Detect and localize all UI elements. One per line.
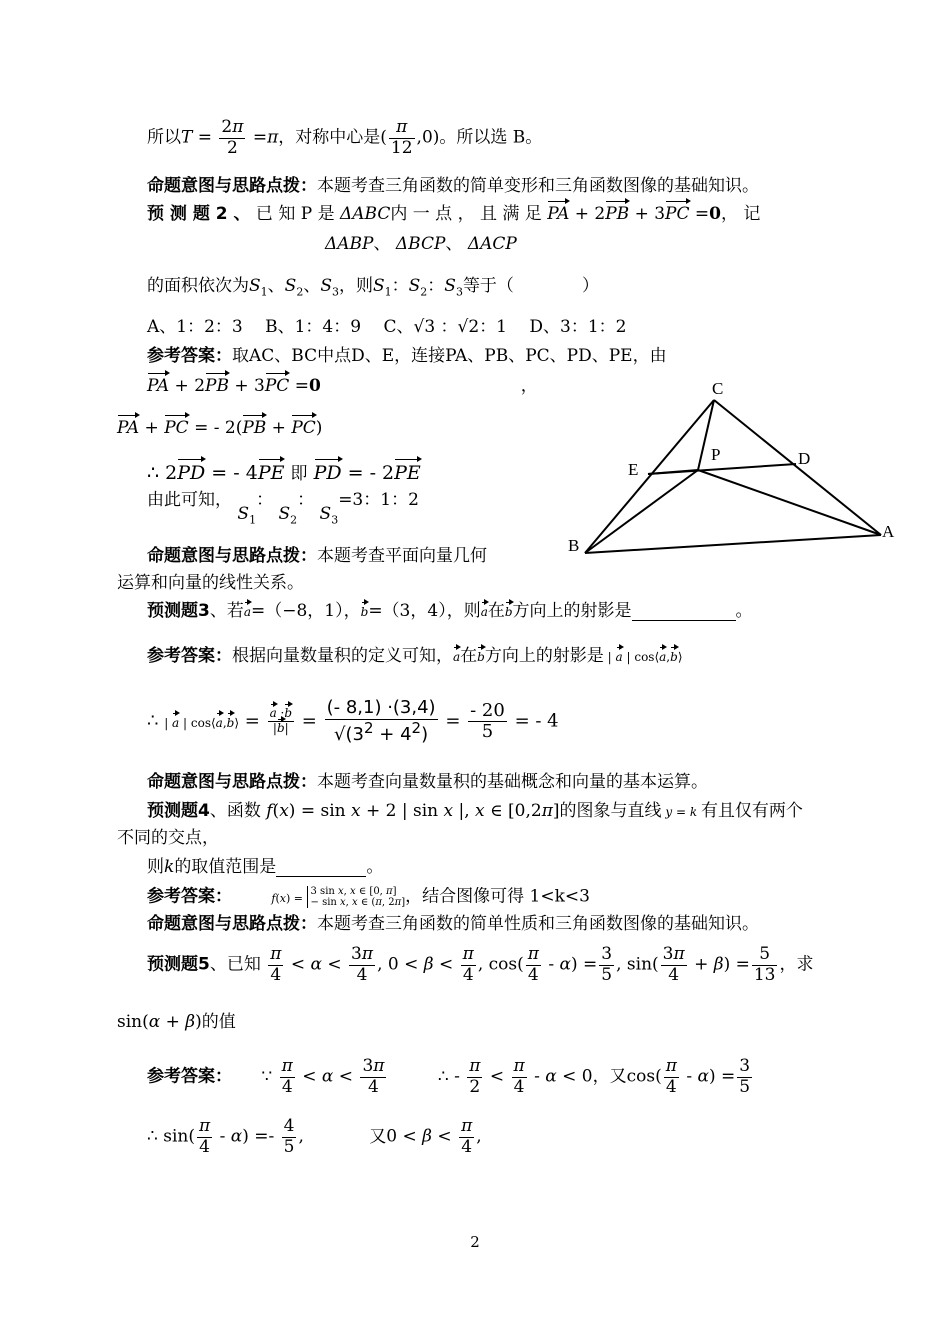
intent-text: 运算和向量的线性关系。	[117, 573, 304, 593]
answer-3: 参考答案：根据向量数量积的定义可知，a在b方向上的射影是 | a | cos⟨a,b⟩	[147, 646, 683, 666]
text: =（−8，1），	[251, 601, 361, 621]
text: ，对称中心是	[278, 127, 381, 148]
intent-1	[147, 176, 759, 196]
text: =3：1：2	[338, 490, 419, 510]
text: 。	[735, 601, 753, 621]
answer-label: 参考答案：	[147, 346, 232, 366]
text: 。	[366, 857, 384, 877]
answer-4: 参考答案： f(x) = 3 sin x, x ∈ [0, π] − sin x, x ∈ (π, 2π]，结合图像可得 1<k<3	[147, 886, 590, 908]
answer-5: 参考答案： ∵ $\frac{\pi}{4}$ < α < $\frac{3\pi}{4}$ ∴ - $\frac{\pi}{2}$ < $\frac{\pi}{4}$ - α < 0，又cos( $\frac{\pi}{4}$ - α) = $\frac{3}{5}$	[147, 1056, 751, 1097]
question-3: 预测题3、若a=（−8，1），b=（3，4），则a在b方向上的射影是 。	[147, 601, 753, 621]
text: 的图象与直线	[559, 801, 662, 821]
text: 在	[487, 601, 505, 621]
triangles: ΔABP、 ΔBCP、 ΔACP	[325, 234, 517, 254]
intent-4	[147, 914, 759, 934]
text: ）	[581, 276, 599, 296]
text: ，求	[779, 954, 814, 975]
text: ，则	[338, 276, 373, 296]
area-line: 的面积依次为$S_1$、$S_2$、$S_3$，则$S_1$：$S_2$：$S_3$等于（ ）	[147, 276, 599, 299]
text: 。所以选 B。	[439, 127, 543, 148]
triangle: ΔABC	[339, 204, 391, 224]
question-4-range: 则k的取值范围是 。	[147, 857, 384, 877]
text: A、1：2：3 B、1：4：9 C、	[147, 317, 414, 337]
question-4: 预测题4、函数 f(x) = sin x + 2 | sin x |, x ∈ [0,2π]的图象与直线 y = k 有且仅有两个	[147, 801, 803, 821]
result: = - 4	[514, 710, 559, 732]
text: 不同的交点，	[117, 828, 219, 848]
fraction: $\frac{2\pi}{2}$	[221, 117, 244, 158]
equation: PA + 2PB + 3PC =0 ，	[147, 376, 538, 396]
answer-label: 参考答案：	[147, 886, 232, 907]
question-label: 预测题4	[147, 801, 210, 821]
numerator: (- 8,1) ·(3,4)	[326, 697, 436, 718]
text: 的值	[201, 1012, 236, 1032]
triangle: ΔBCP	[395, 234, 446, 254]
text: 、函数	[209, 801, 261, 821]
answer-5-cont: ∴ sin( $\frac{\pi}{4}$ - α) =- $\frac{4}{5}$ , 又0 < β < $\frac{\pi}{4}$ ,	[147, 1116, 482, 1157]
text: 所以	[147, 127, 181, 148]
question-5: 预测题5、已知 $\frac{\pi}{4}$ < α < $\frac{3\pi}{4}$ , 0 < β < $\frac{\pi}{4}$ , cos( $\frac{\pi}{4}$ - α) = $\frac{3}{5}$ , sin( $\frac{3\pi}{4}$ + β) = $\frac{5}{13}$ ，求	[147, 944, 814, 985]
label-c: C	[712, 379, 724, 398]
label-d: D	[798, 449, 811, 468]
intent-label: 命题意图与思路点拨：	[147, 772, 317, 792]
triangle: ΔABP	[325, 234, 374, 254]
text: 由此可知，	[147, 490, 232, 510]
question-label: 预 测 题 2 、	[147, 204, 251, 224]
text: 、已知	[209, 954, 261, 975]
answer-blank	[276, 876, 366, 877]
equation: PA + PC = - 2(PB + PC)	[117, 418, 323, 438]
answer-label: 参考答案：	[147, 1066, 232, 1087]
intent-label: 命题意图与思路点拨：	[147, 914, 317, 934]
question-label: 预测题3	[147, 601, 210, 621]
page-number: 2	[470, 1233, 480, 1251]
numerator: - 20	[470, 699, 505, 721]
text: ， 记	[721, 204, 761, 224]
denominator: 5	[481, 721, 494, 743]
question-2: 预 测 题 2 、 已 知 P 是 ΔABC内 一 点 ， 且 满 足 PA + 2PB + 3PC =0， 记	[147, 204, 761, 224]
text: 方向上的射影是	[512, 601, 632, 621]
answer-blank	[632, 620, 736, 621]
label-p: P	[711, 445, 721, 464]
text: 在	[460, 646, 478, 666]
text: 有且仅有两个	[700, 801, 803, 821]
answer-text: 根据向量数量积的定义可知，	[232, 646, 453, 666]
intent-text: 本题考查三角函数的简单变形和三角函数图像的基础知识。	[317, 176, 759, 196]
text: 的取值范围是	[174, 857, 277, 877]
text: 内 一 点 ， 且 满 足	[390, 204, 542, 224]
line-period: 所以T = $\frac{2\pi}{2}$ =π，对称中心是( $\frac{\pi}{12}$ ,0)。所以选 B。	[147, 117, 543, 158]
intent-text: 本题考查平面向量几何	[317, 546, 487, 566]
intent-label: 命题意图与思路点拨：	[147, 176, 317, 196]
text: =（3，4），则	[368, 601, 481, 621]
question-4-cont	[117, 828, 219, 848]
intent-label: 命题意图与思路点拨：	[147, 546, 317, 566]
text: ：1 D、3：1：2	[479, 317, 627, 337]
text: 的面积依次为	[147, 276, 249, 296]
ratio-line: 由此可知， $S_1$： $S_2$： $S_3=3$：1：2	[147, 490, 419, 527]
intent-text: 本题考查向量数量积的基础概念和向量的基本运算。	[317, 772, 708, 792]
answer-text: 取AC、BC中点D、E，连接PA、PB、PC、PD、PE，由	[232, 346, 667, 366]
options: A、1：2：3 B、1：4：9 C、√3 ：√2：1 D、3：1：2	[147, 317, 627, 337]
intent-2	[147, 546, 487, 566]
text: 、若	[209, 601, 244, 621]
label-e: E	[628, 460, 639, 479]
fraction: $\frac{\pi}{12}$	[390, 117, 413, 158]
answer-text: ，结合图像可得 1<k<3	[405, 886, 590, 907]
projection-calc: ∴ | a | cos⟨a,b⟩ = $\frac{a \cdot b}{|b|}$ = $\frac{(- 8,1) \cdot(3,4)}{√(3^2 + 4^2)}$ = $\frac{- 20}{5}$ = - 4	[147, 697, 559, 745]
intent-text: 本题考查三角函数的简单性质和三角函数图像的基础知识。	[317, 914, 759, 934]
question-5-cont: sin(α + β)的值	[117, 1012, 236, 1032]
answer-label: 参考答案：	[147, 646, 232, 666]
intent-2-cont	[117, 573, 304, 593]
answer-2	[147, 346, 667, 366]
equation: ∴ 2PD = - 4PE 即 PD = - 2PE	[147, 462, 421, 484]
label-a: A	[882, 522, 895, 541]
label-b: B	[568, 536, 580, 555]
text: 等于（	[462, 276, 514, 296]
triangle-figure	[560, 370, 900, 570]
intent-3	[147, 772, 708, 792]
text: 则	[147, 857, 164, 877]
text: 已 知 P 是	[255, 204, 340, 224]
text: 方向上的射影是	[484, 646, 604, 666]
question-label: 预测题5	[147, 954, 210, 975]
triangle: ΔACP	[467, 234, 517, 254]
